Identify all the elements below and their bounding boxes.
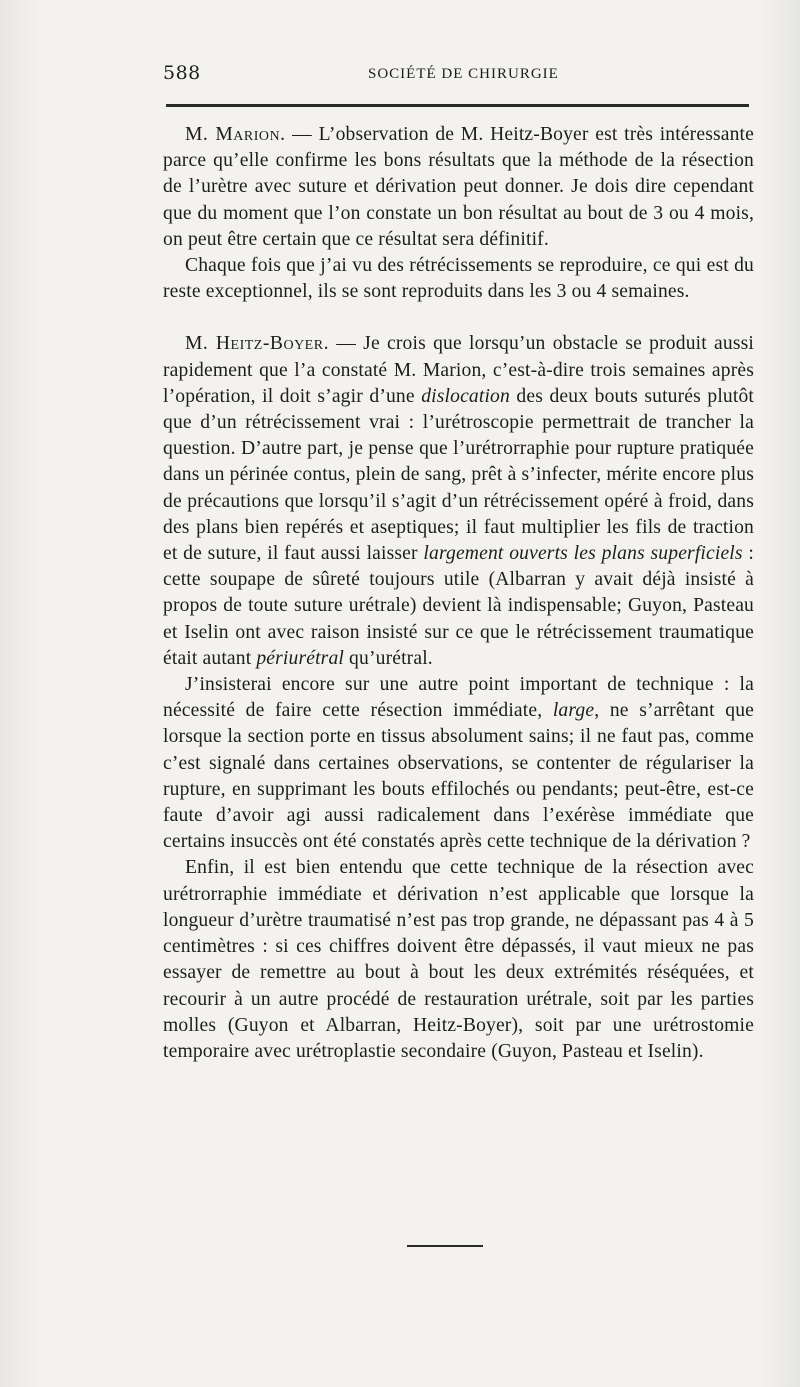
page-number: 588 [163, 62, 201, 84]
header-rule [166, 104, 749, 107]
paragraph-gap [163, 305, 754, 331]
paragraph-text: , ne s’arrêtant que lorsque la section porte en tissus absolument sains; il ne faut pas, comme c’est signalé dans certaines observations, se contenter de régulariser la rupture, en supprimant les bouts effilochés ou pendants; peut-être, est-ce faute d’avoir agi aussi radicalement dans l’exérèse immédiate que certains insuccès ont été constatés après cette technique de la dérivation ? [163, 700, 754, 853]
end-rule [407, 1245, 483, 1247]
paragraph-marion-2 [163, 253, 754, 305]
paragraph-heitz-boyer [163, 331, 754, 672]
italic-term: largement ouverts les plans superficiels [423, 543, 743, 565]
paragraph-text: J’insisterai encore sur une autre point important de technique : la nécessité de faire cette résection immédiate, [163, 674, 754, 722]
page-header [163, 62, 753, 90]
italic-term: large [552, 700, 595, 722]
paragraph-text: Enfin, il est bien entendu que cette technique de la résection avec urétrorraphie immédiate et dérivation n’est applicable que lorsque la longueur d’urètre traumatisé n’est pas trop grande, ne dépassant pas 4 à 5 centimètres : si ces chiffres doivent être dépassés, il vaut mieux ne pas essayer de remettre au bout à bout les deux extrémités réséquées, et recourir à un autre procédé de restauration urétrale, soit par les parties molles (Guyon et Albarran, Heitz-Boyer), soit par une urétrostomie temporaire avec urétroplastie secondaire (Guyon, Pasteau et Iselin). [163, 857, 754, 1062]
speaker-name: M. Marion. [185, 124, 286, 145]
running-head: SOCIÉTÉ DE CHIRURGIE [368, 66, 559, 82]
speaker-name: M. Heitz-Boyer. [185, 333, 329, 355]
paragraph-text: : cette soupape de sûreté toujours utile (Albarran y avait déjà insisté à propos de toute suture urétrale) devient là indispensable; Guyon, Pasteau et Iselin ont avec raison insisté sur ce que le rétrécissement traumatique était autant [163, 543, 754, 669]
paragraph-text: Chaque fois que j’ai vu des rétrécissements se reproduire, ce qui est du reste exceptionnel, ils se sont reproduits dans les 3 ou 4 semaines. [163, 255, 754, 303]
italic-term: périurétral [256, 647, 344, 669]
paragraph-text: qu’urétral. [344, 647, 433, 669]
paragraph-conclusion [163, 855, 754, 1065]
paragraph-text: — Je crois que lorsqu’un obstacle se produit aussi rapidement que l’a constaté M. Marion, c’est-à-dire trois semaines après l’opération, il doit s’agir d’une [163, 333, 754, 407]
paragraph-technique [163, 672, 754, 855]
paragraph-text: — L’observation de M. Heitz-Boyer est très intéressante parce qu’elle confirme les bons résultats que la méthode de la résection de l’urètre avec suture et dérivation peut donner. Je dois dire cependant que du moment que l’on constate un bon résultat au bout de 3 ou 4 mois, on peut être certain que ce résultat sera définitif. [163, 124, 754, 250]
body-text [163, 122, 754, 1065]
paragraph-marion [163, 122, 754, 253]
italic-term: dislocation [421, 385, 510, 407]
paragraph-text: des deux bouts suturés plutôt que d’un rétrécissement vrai : l’urétroscopie permettrait de trancher la question. D’autre part, je pense que l’urétrorraphie pour rupture pratiquée dans un périnée contus, plein de sang, prêt à s’infecter, mérite encore plus de précautions que lorsqu’il s’agit d’un rétrécissement opéré à froid, dans des plans bien repérés et aseptiques; il faut multiplier les fils de traction et de suture, il faut aussi laisser [163, 385, 755, 565]
